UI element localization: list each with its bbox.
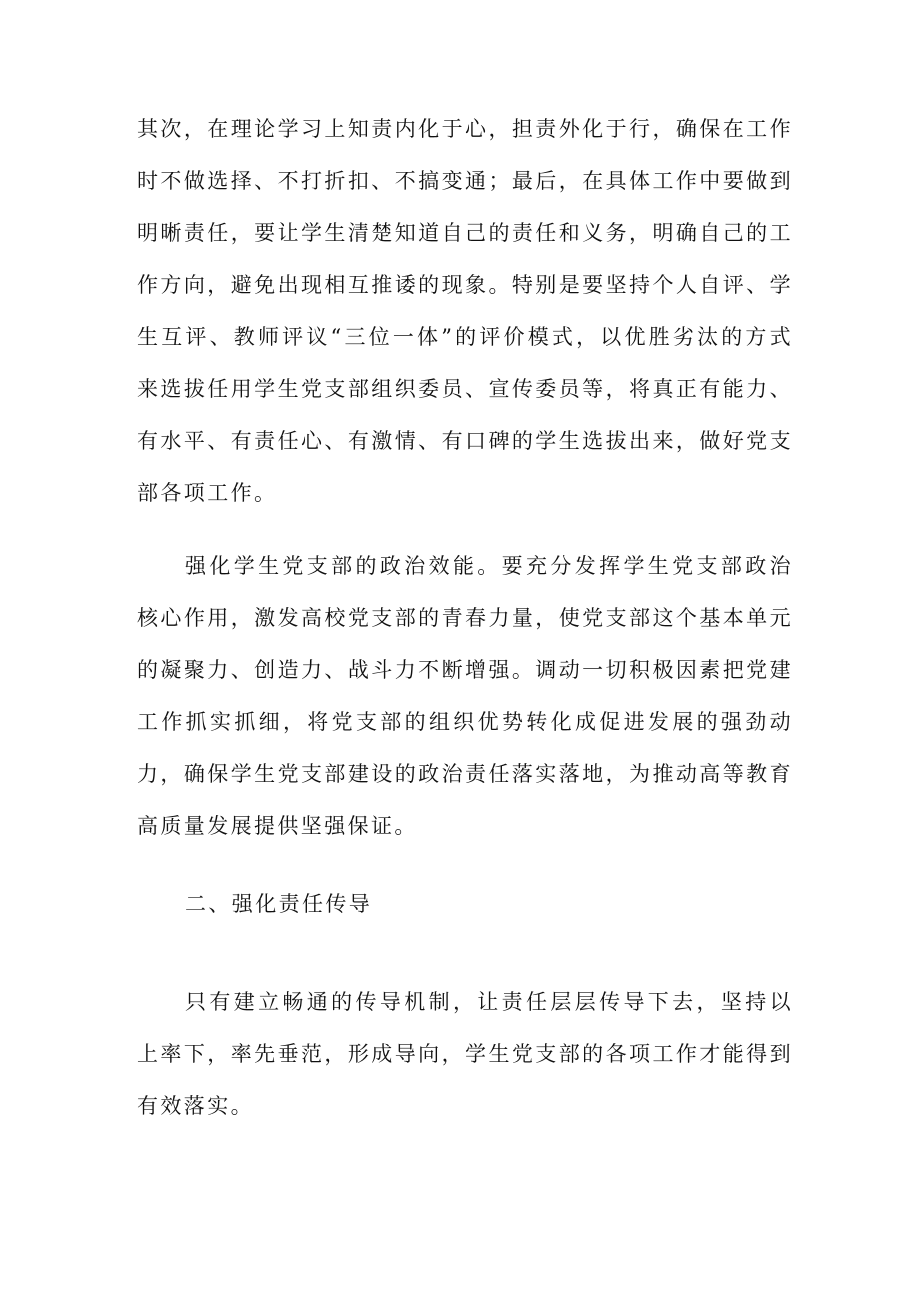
paragraph-responsibility-transmission: 只有建立畅通的传导机制，让责任层层传导下去，坚持以上率下，率先垂范，形成导向，学生党支部的各项工作才能得到有效落实。 [137,990,793,1118]
section-heading: 二、强化责任传导 [185,892,373,916]
paragraph-political-efficacy: 强化学生党支部的政治效能。要充分发挥学生党支部政治核心作用，激发高校党支部的青春力量，使党支部这个基本单元的凝聚力、创造力、战斗力不断增强。调动一切积极因素把党建工作抓实抓细，将党支部的组织优势转化成促进发展的强劲动力，确保学生党支部建设的政治责任落实落地，为推动高等教育高质量发展提供坚强保证。 [137,554,793,838]
paragraph-responsibility-clarity: 其次，在理论学习上知责内化于心，担责外化于行，确保在工作时不做选择、不打折扣、不搞变通；最后，在具体工作中要做到明晰责任，要让学生清楚知道自己的责任和义务，明确自己的工作方向，避免出现相互推诿的现象。特别是要坚持个人自评、学生互评、教师评议“三位一体”的评价模式，以优胜劣汰的方式来选拔任用学生党支部组织委员、宣传委员等，将真正有能力、有水平、有责任心、有激情、有口碑的学生选拔出来，做好党支部各项工作。 [137,117,793,505]
